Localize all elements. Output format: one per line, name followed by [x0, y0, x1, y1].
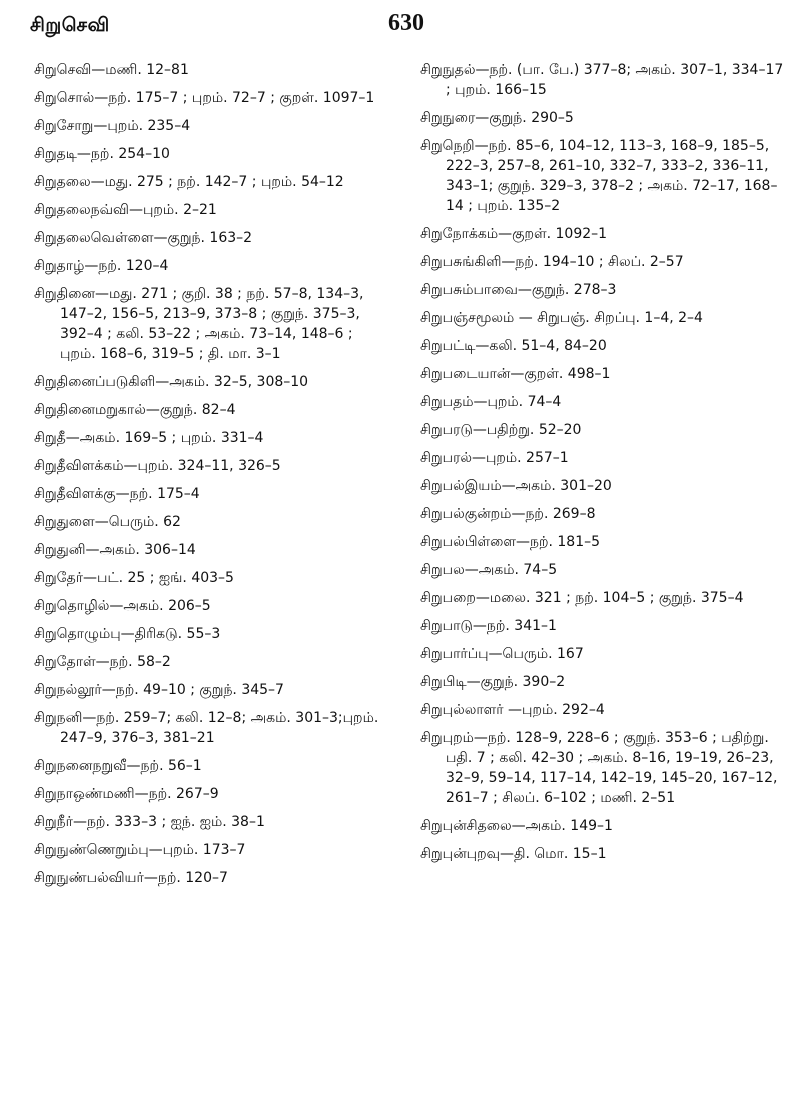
index-entry: சிறுபசும்பாவை—குறுந். 278–3 — [420, 282, 617, 298]
index-entry: சிறுசொல்—நற். 175–7 ; புறம். 72–7 ; குறள். 1097–1 — [34, 90, 375, 106]
index-entry: சிறுதினைப்படுகிளி—அகம். 32–5, 308–10 — [34, 374, 309, 390]
index-entry: சிறுநோக்கம்—குறள். 1092–1 — [420, 226, 608, 242]
index-entry: சிறுபுன்சிதலை—அகம். 149–1 — [420, 818, 613, 834]
index-entry: சிறுபஞ்சமூலம் — சிறுபஞ். சிறப்பு. 1–4, 2–4 — [420, 310, 703, 326]
index-entry: சிறுபரல்—புறம். 257–1 — [420, 450, 569, 466]
index-entry: சிறுசோறு—புறம். 235–4 — [34, 118, 191, 134]
index-entry: சிறுநுண்பல்வியர்—நற். 120–7 — [34, 870, 228, 886]
index-entry: சிறுநனி—நற். 259–7; கலி. 12–8; அகம். 301–3;புறம். 247–9, 376–3, 381–21 — [34, 710, 379, 746]
index-entry: சிறுபுல்லாளர் —புறம். 292–4 — [420, 702, 605, 718]
index-entry: சிறுபல்இயம்—அகம். 301–20 — [420, 478, 612, 494]
right-column — [420, 60, 790, 872]
index-entry: சிறுபல்குன்றம்—நற். 269–8 — [420, 506, 596, 522]
index-entry: சிறுதினைமறுகால்—குறுந். 82–4 — [34, 402, 236, 418]
index-entry: சிறுதுளை—பெரும். 62 — [34, 514, 181, 530]
index-entry: சிறுபட்டி—கலி. 51–4, 84–20 — [420, 338, 607, 354]
index-entry: சிறுதாழ்—நற். 120–4 — [34, 258, 169, 274]
index-entry: சிறுநாஒண்மணி—நற். 267–9 — [34, 786, 219, 802]
index-entry: சிறுபடையான்—குறள். 498–1 — [420, 366, 611, 382]
index-entry: சிறுபாடு—நற். 341–1 — [420, 618, 557, 634]
index-entry: சிறுநுதல்—நற். (பா. பே.) 377–8; அகம். 307–1, 334–17 ; புறம். 166–15 — [420, 62, 784, 98]
index-entry: சிறுதலைநவ்வி—புறம். 2–21 — [34, 202, 217, 218]
index-entry: சிறுதலைவெள்ளை—குறுந். 163–2 — [34, 230, 253, 246]
index-entry: சிறுபார்ப்பு—பெரும். 167 — [420, 646, 584, 662]
index-entry: சிறுபிடி—குறுந். 390–2 — [420, 674, 566, 690]
index-entry: சிறுதொழில்—அகம். 206–5 — [34, 598, 211, 614]
index-entry: சிறுதீ—அகம். 169–5 ; புறம். 331–4 — [34, 430, 264, 446]
index-entry: சிறுதலை—மது. 275 ; நற். 142–7 ; புறம். 54–12 — [34, 174, 344, 190]
page-number: 630 — [388, 10, 424, 36]
index-entry: சிறுபல்பிள்ளை—நற். 181–5 — [420, 534, 601, 550]
index-entry: சிறுதீவிளக்கு—நற். 175–4 — [34, 486, 200, 502]
index-entry: சிறுதேர்—பட். 25 ; ஐங். 403–5 — [34, 570, 234, 586]
index-entry: சிறுநீர்—நற். 333–3 ; ஐந். ஐம். 38–1 — [34, 814, 265, 830]
index-entry: சிறுநுரை—குறுந். 290–5 — [420, 110, 574, 126]
left-column — [34, 60, 390, 896]
index-entry: சிறுபறை—மலை. 321 ; நற். 104–5 ; குறுந். 375–4 — [420, 590, 744, 606]
index-entry: சிறுதுனி—அகம். 306–14 — [34, 542, 196, 558]
running-head: சிறுசெவி — [30, 14, 110, 36]
index-entry: சிறுதொழும்பு—திரிகடு. 55–3 — [34, 626, 221, 642]
index-entry: சிறுபுன்புறவு—தி. மொ. 15–1 — [420, 846, 607, 862]
index-entry: சிறுபுறம்—நற். 128–9, 228–6 ; குறுந். 353–6 ; பதிற்று. பதி. 7 ; கலி. 42–30 ; அகம். 8–16, 19–19, 26–23, 32–9, 59–14, 117–14, 142–19, 145–20, 167–12, 261–7 ; சிலப். 6–102 ; மணி. 2–51 — [420, 730, 778, 806]
index-entry: சிறுநுண்ணெறும்பு—புறம். 173–7 — [34, 842, 246, 858]
index-entry: சிறுபசுங்கிளி—நற். 194–10 ; சிலப். 2–57 — [420, 254, 684, 270]
index-entry: சிறுபல—அகம். 74–5 — [420, 562, 558, 578]
index-entry: சிறுபரடு—பதிற்று. 52–20 — [420, 422, 582, 438]
index-entry: சிறுதினை—மது. 271 ; குறி. 38 ; நற். 57–8, 134–3, 147–2, 156–5, 213–9, 373–8 ; குறுந். 375–3, 392–4 ; கலி. 53–22 ; அகம். 73–14, 148–6 ; புறம். 168–6, 319–5 ; தி. மா. 3–1 — [34, 286, 364, 362]
index-entry: சிறுதடி—நற். 254–10 — [34, 146, 170, 162]
index-entry: சிறுபதம்—புறம். 74–4 — [420, 394, 562, 410]
index-entry: சிறுநனைநறுவீ—நற். 56–1 — [34, 758, 202, 774]
index-entry: சிறுசெவி—மணி. 12–81 — [34, 62, 189, 78]
index-entry: சிறுநல்லூர்—நற். 49–10 ; குறுந். 345–7 — [34, 682, 284, 698]
index-entry: சிறுதீவிளக்கம்—புறம். 324–11, 326–5 — [34, 458, 281, 474]
index-entry: சிறுதோள்—நற். 58–2 — [34, 654, 171, 670]
index-entry: சிறுநெறி—நற். 85–6, 104–12, 113–3, 168–9, 185–5, 222–3, 257–8, 261–10, 332–7, 333–2, 336–11, 343–1; குறுந். 329–3, 378–2 ; அகம். 72–17, 168–14 ; புறம். 135–2 — [420, 138, 778, 214]
